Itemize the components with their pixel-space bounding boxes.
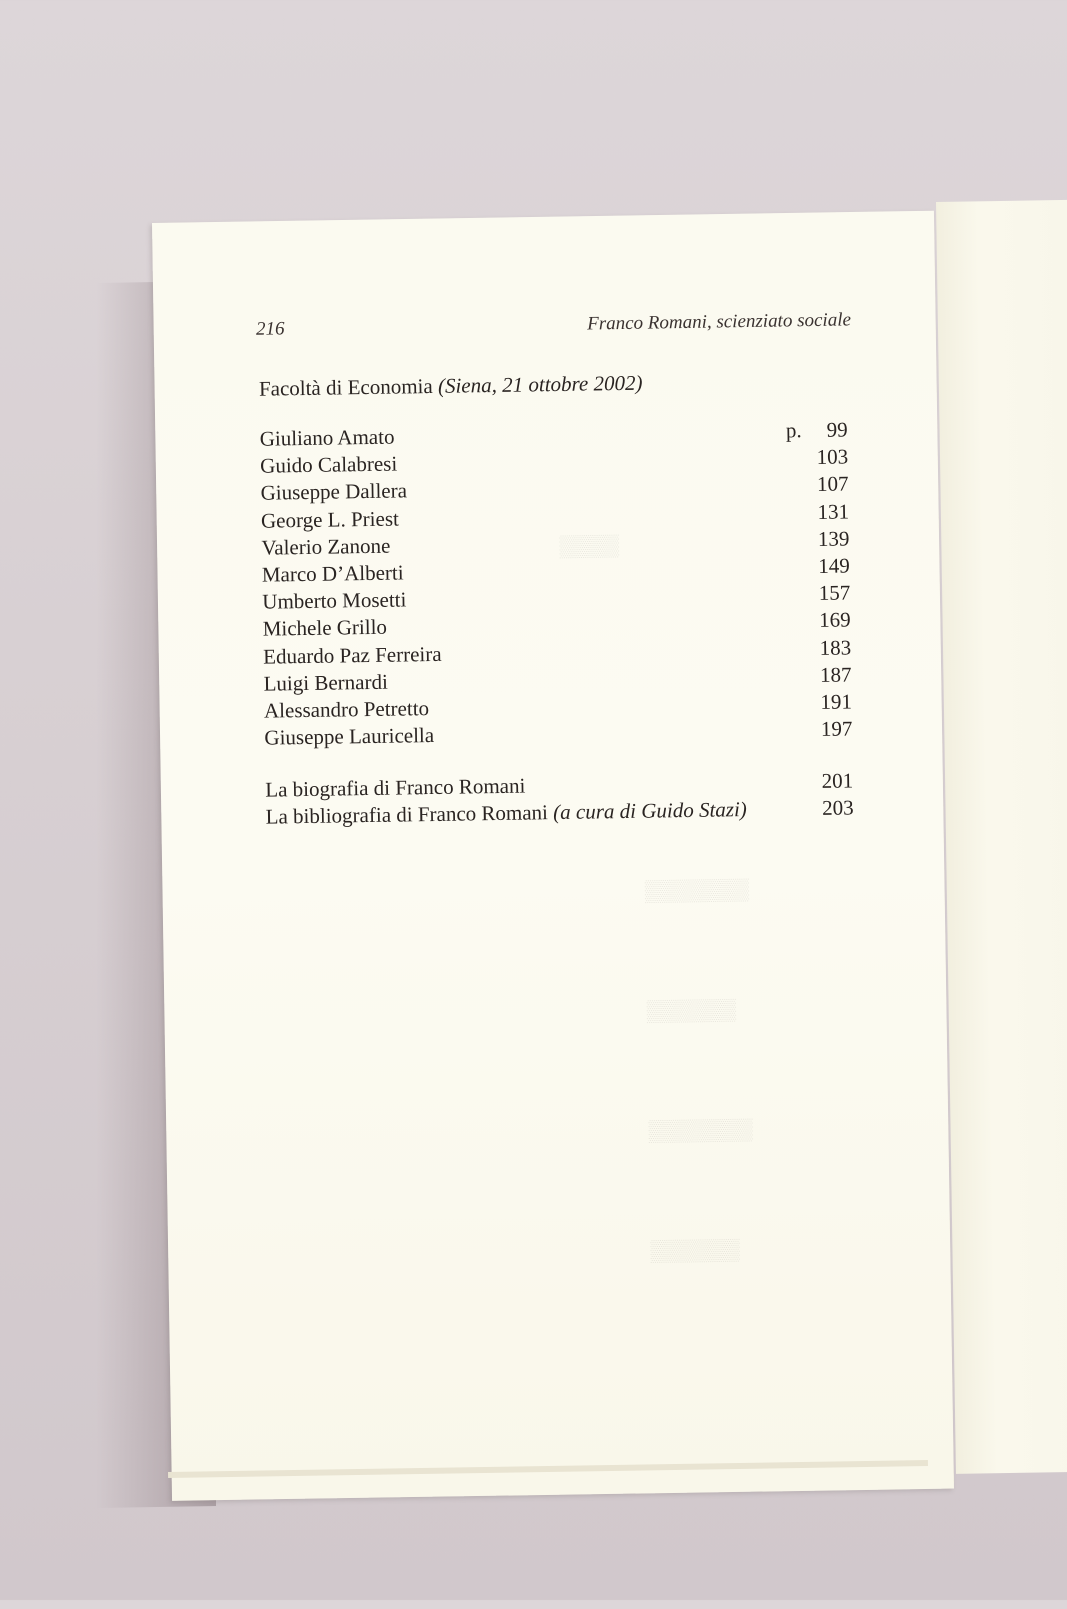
entry-author: Umberto Mosetti: [262, 587, 407, 614]
entry-page: 99: [826, 417, 848, 442]
entry-page: 149: [818, 553, 850, 578]
entry-page: 157: [818, 580, 851, 606]
running-title: Franco Romani, scienziato sociale: [586, 309, 852, 335]
show-through: ▒▒▒▒▒▒▒: [648, 1117, 753, 1143]
entry-author: Marco D’Alberti: [261, 560, 404, 587]
page-number: 216: [255, 318, 285, 340]
section-title: Facoltà di Economia: [258, 373, 433, 401]
entry-page: 197: [820, 716, 853, 741]
entry-page: 169: [818, 607, 851, 633]
entry-page: 107: [816, 471, 849, 497]
appendix-page: 201: [821, 768, 854, 793]
entry-page: 103: [816, 444, 849, 470]
show-through: ▒▒▒▒: [559, 533, 620, 559]
appendix-title: [265, 774, 525, 803]
show-through: ▒▒▒▒▒▒: [646, 997, 737, 1023]
entry-page: 191: [820, 689, 853, 714]
section-heading: [259, 371, 643, 402]
appendix-page: 203: [821, 795, 854, 821]
entry-author: Giuliano Amato: [259, 424, 395, 451]
appendix-title-text: La bibliografia di Franco Romani: [265, 800, 549, 829]
entry-author: Giuseppe Dallera: [260, 478, 408, 506]
section-date: (Siena, 21 ottobre 2002): [437, 370, 643, 398]
appendix-list: [265, 768, 854, 832]
entry-author: Luigi Bernardi: [263, 669, 388, 696]
appendix-note: (a cura di Guido Stazi): [552, 797, 747, 825]
entry-author: Eduardo Paz Ferreira: [262, 641, 442, 669]
entry-page-ref: [786, 417, 848, 443]
entry-page: 131: [817, 499, 850, 524]
entry-page: 187: [819, 662, 852, 687]
show-through: ▒▒▒▒▒▒: [650, 1237, 741, 1263]
entry-author: Alessandro Petretto: [263, 695, 430, 723]
entry-page: 183: [819, 634, 852, 660]
entry-author: George L. Priest: [260, 506, 400, 533]
entry-author: Michele Grillo: [262, 615, 388, 641]
entry-author: Guido Calabresi: [259, 451, 398, 478]
entry-author: Giuseppe Lauricella: [264, 723, 435, 750]
show-through: ▒▒▒▒▒▒▒: [644, 877, 750, 903]
page-prefix: p.: [785, 418, 802, 443]
entry-author: Valerio Zanone: [261, 533, 391, 560]
entry-page: 139: [817, 526, 850, 551]
contents-list: [260, 417, 853, 752]
appendix-title-text: La biografia di Franco Romani: [265, 773, 526, 802]
